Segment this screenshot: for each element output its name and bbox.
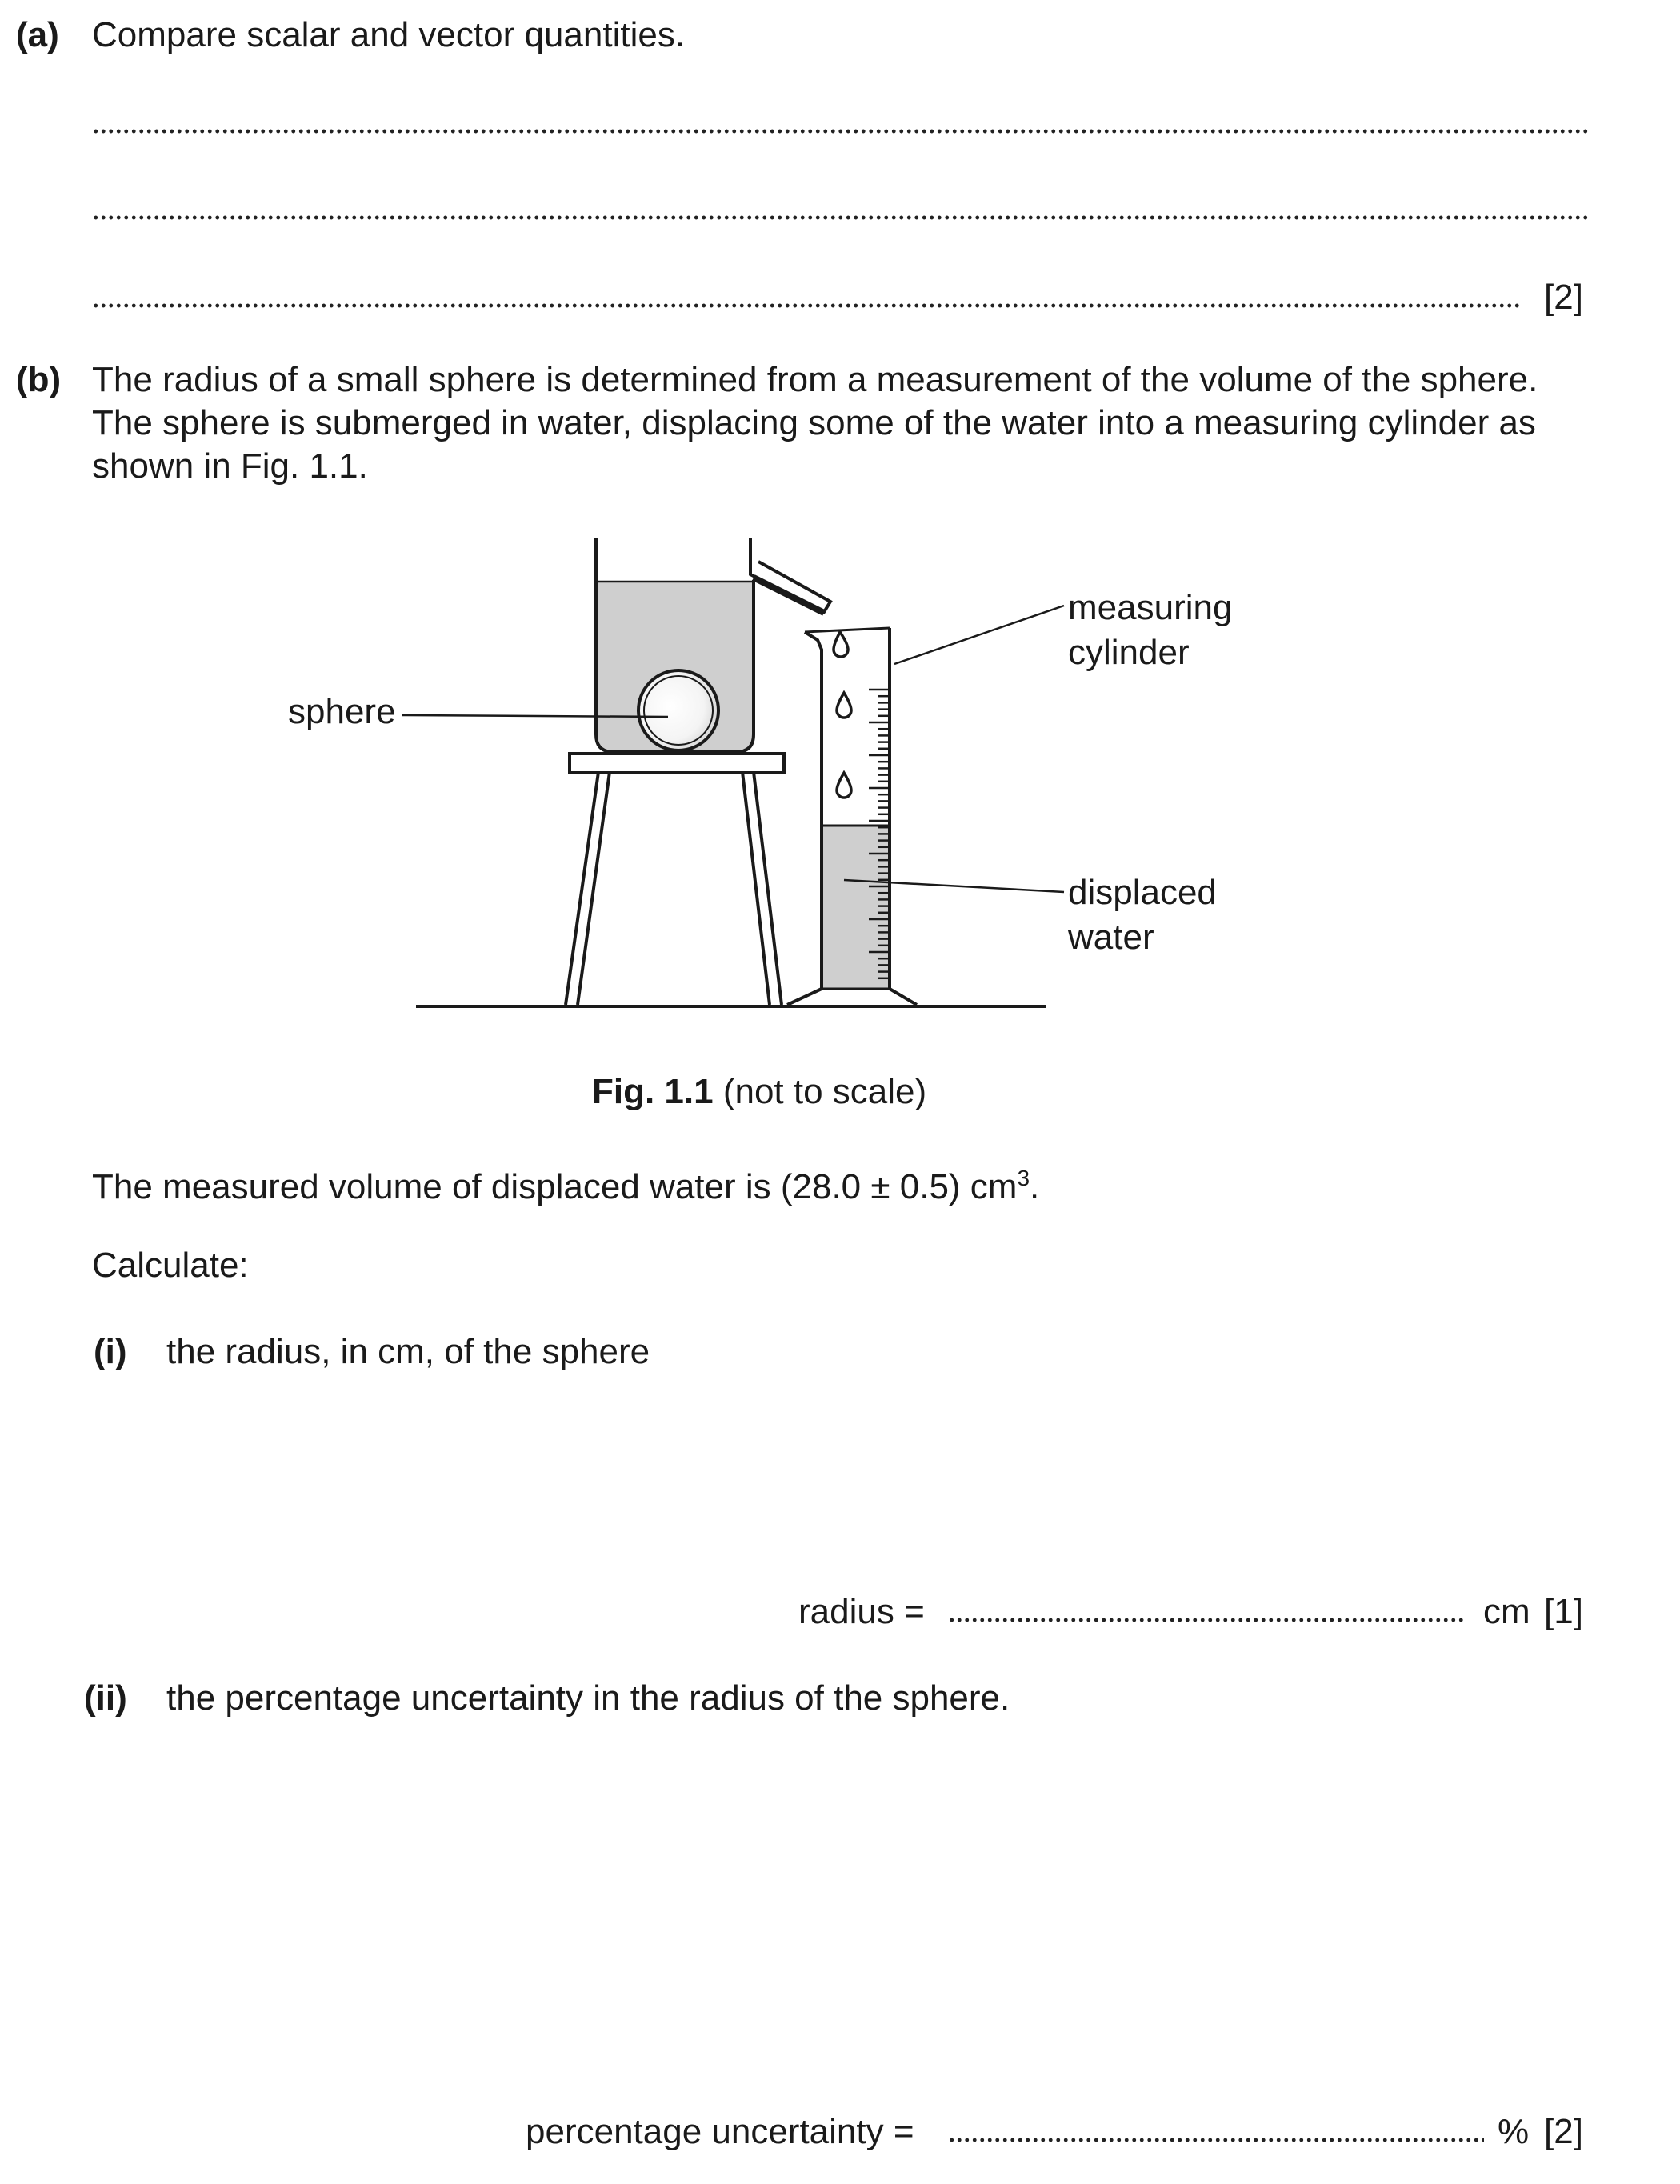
figure-caption-text: (not to scale) [713,1072,927,1111]
part-a-question: Compare scalar and vector quantities. [92,15,686,54]
measuring-cylinder [787,628,917,1005]
uncertainty-answer-label: percentage uncertainty = [526,2112,914,2151]
sub-ii-marks: [2] [1544,2112,1583,2151]
sphere-label: sphere [288,692,396,731]
part-b-intro: The radius of a small sphere is determined from a measurement of the volume of the sphere. The sphere is submerged in water, displacing some of the water into a measuring cylinder as shown in Fig. 1.1. [92,360,1538,486]
displaced-label: displaced [1068,873,1217,912]
stand-platform [570,754,784,773]
calculate-label: Calculate: [92,1246,249,1285]
sub-i-marks: [1] [1544,1592,1583,1631]
volume-statement [92,1157,1039,1209]
figure-1-1 [0,0,1680,1040]
radius-answer-field[interactable] [948,1617,1464,1623]
displaced-water-fill [823,826,888,989]
stand [566,772,782,1005]
figure-caption-number: Fig. 1.1 [592,1072,714,1111]
volume-superscript: 3 [1017,1166,1030,1190]
sub-i-label: (i) [94,1332,127,1371]
volume-text: The measured volume of displaced water is (28.0 ± 0.5) cm [92,1167,1018,1206]
part-a-marks: [2] [1544,278,1583,317]
part-a-label: (a) [16,15,59,54]
part-b-label: (b) [16,360,62,399]
radius-unit: cm [1483,1592,1530,1631]
water-label: water [1068,918,1154,957]
sub-i-text: the radius, in cm, of the sphere [166,1332,650,1371]
measuring-label: measuring [1068,588,1233,627]
volume-end: . [1030,1167,1040,1206]
cylinder-label: cylinder [1068,633,1190,672]
beaker-spout [750,538,830,612]
uncertainty-answer-field[interactable] [948,2137,1484,2143]
figure-caption [592,1070,926,1114]
cylinder-leader [894,606,1064,664]
sub-ii-label: (ii) [84,1678,127,1718]
uncertainty-unit: % [1498,2112,1530,2151]
sub-ii-text: the percentage uncertainty in the radius of the sphere. [166,1678,1010,1718]
radius-answer-label: radius = [798,1592,925,1631]
sphere [638,670,718,750]
